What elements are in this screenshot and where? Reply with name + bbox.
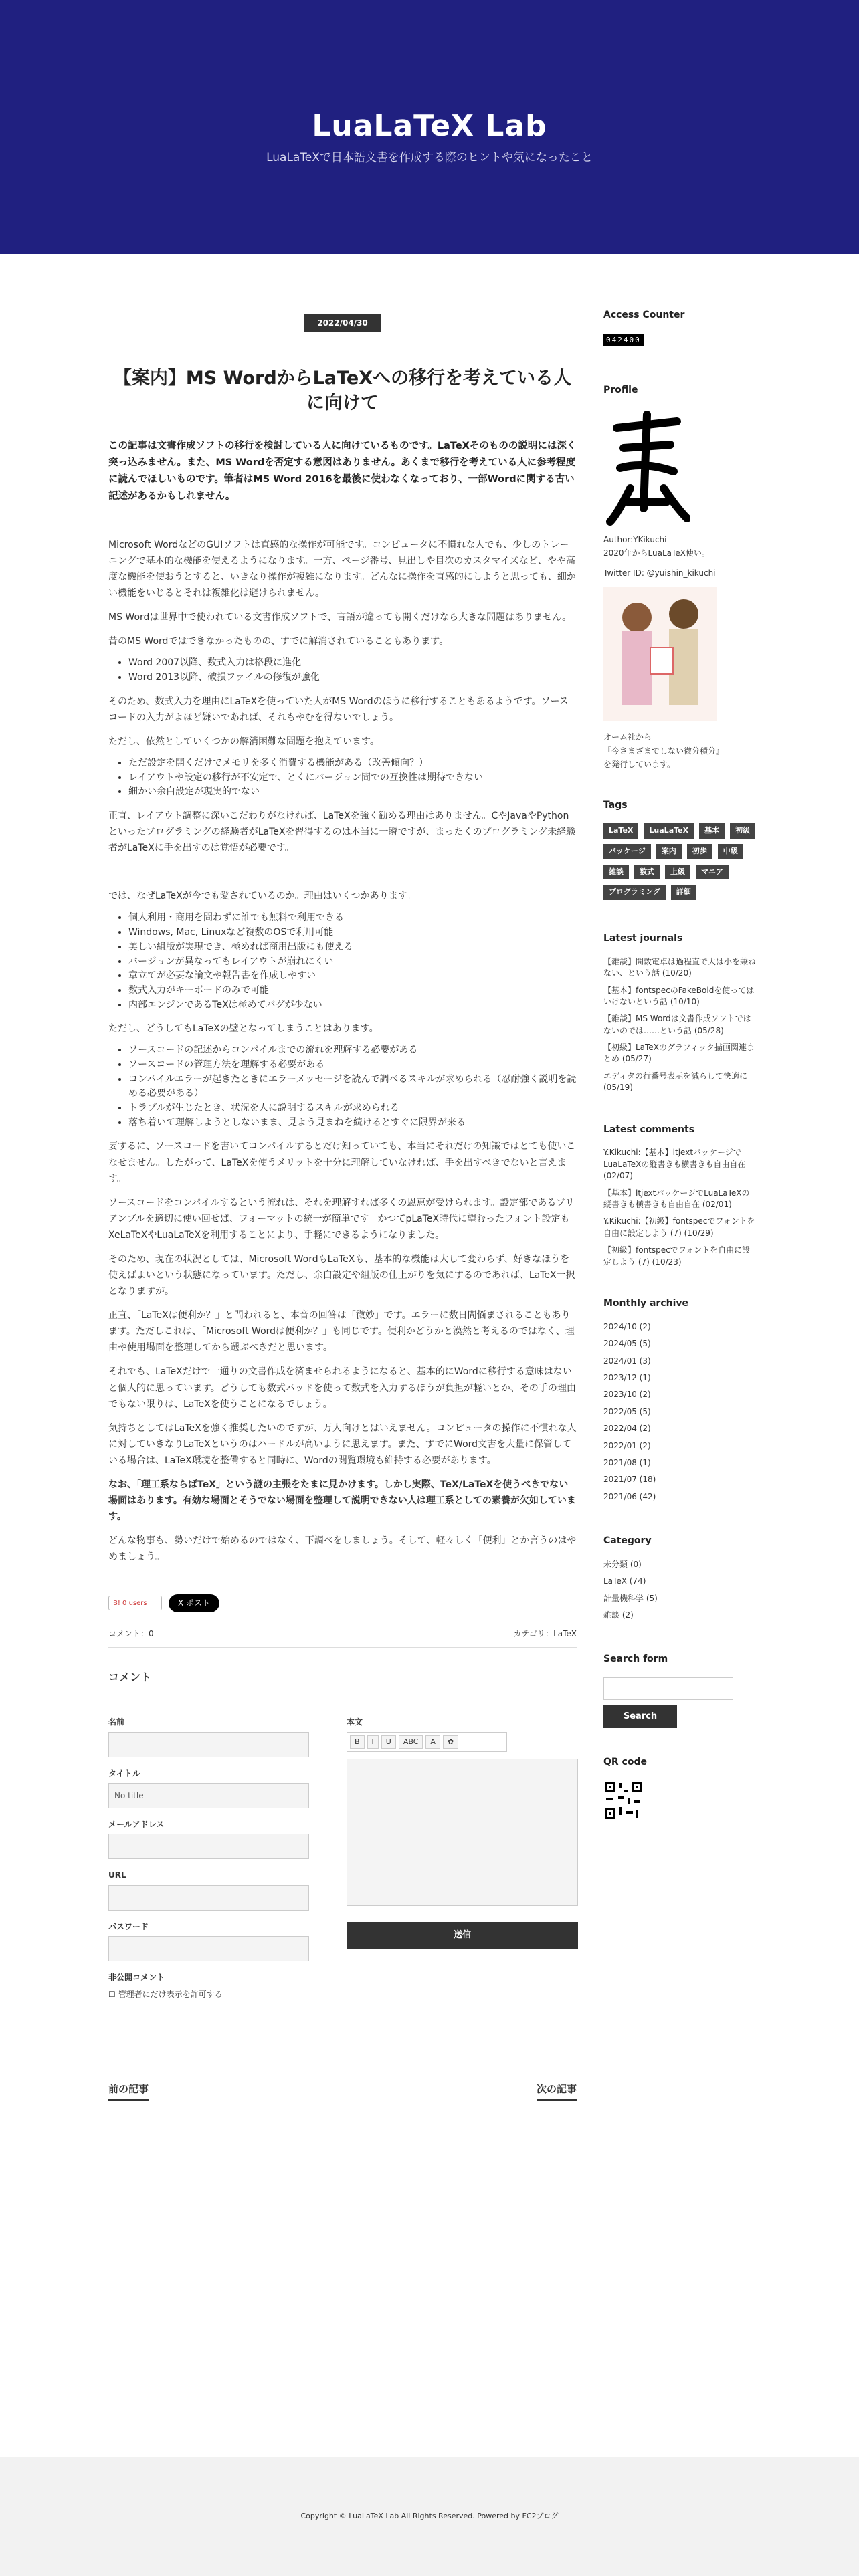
italic-tool[interactable]: I xyxy=(367,1735,379,1749)
secret-label: 非公開コメント xyxy=(108,1973,165,1983)
qr-code-image xyxy=(603,1780,644,1820)
paragraph: どんな物事も、勢いだけで始めるのではなく、下調べをしましょう。そして、軽々しく「便利」とか言うのはやめましょう。 xyxy=(108,1535,577,1563)
tag-item[interactable]: マニア xyxy=(696,865,729,880)
tag-item[interactable]: パッケージ xyxy=(603,844,651,859)
archive-link[interactable]: 2022/05 (5) xyxy=(603,1406,651,1416)
comment-link[interactable]: 【基本】ltjextパッケージでLuaLaTeXの縦書きも横書きも自由自在 (02/01) xyxy=(603,1188,750,1210)
archive-link[interactable]: 2023/12 (1) xyxy=(603,1372,651,1382)
post-category xyxy=(514,1627,577,1640)
color-tool[interactable]: A xyxy=(425,1735,440,1749)
post-body xyxy=(108,505,577,1565)
journal-link[interactable]: 【雑談】MS Wordは文書作成ソフトではないのでは……という話 (05/28) xyxy=(603,1014,751,1035)
bullet-list xyxy=(128,1043,577,1130)
book-note-2: を発行しています。 xyxy=(603,760,676,770)
category-item[interactable]: LaTeX (74) xyxy=(603,1576,646,1586)
list-item: • トラブルが生じたとき、状況を人に説明するスキルが求められる xyxy=(128,1101,577,1116)
tag-item[interactable]: 中級 xyxy=(718,844,743,859)
name-input[interactable] xyxy=(108,1732,309,1757)
archive-link[interactable]: 2021/08 (1) xyxy=(603,1457,651,1467)
book-note: オーム社から xyxy=(603,732,652,742)
tag-item[interactable]: 数式 xyxy=(634,865,660,880)
tag-item[interactable]: LaTeX xyxy=(603,823,638,839)
search-input[interactable] xyxy=(603,1677,733,1700)
password-input[interactable] xyxy=(108,1936,309,1961)
list-item: • 数式入力がキーボードのみで可能 xyxy=(128,984,577,998)
strike-tool[interactable]: ABC xyxy=(399,1735,423,1749)
site-title[interactable]: LuaLaTeX Lab xyxy=(312,109,547,143)
list-item: • 細かい余白設定が現実的でない xyxy=(128,785,577,800)
bullet-list xyxy=(128,911,577,1012)
article xyxy=(108,314,577,2101)
comment-heading: コメント xyxy=(108,1671,152,1684)
paragraph: それでも、LaTeXだけで一通りの文書作成を済ませられるようになると、基本的にWordに移行する意味はないと個人的に思っています。どうしても数式パッドを使って数式を入力するほうが負担が軽いとか、その手の理由でもない限りは、LaTeXを使うことになるでしょう。 xyxy=(108,1366,576,1410)
secret-checkbox-label: 管理者にだけ表示を許可する xyxy=(118,1989,223,1999)
comments-title: Latest comments xyxy=(603,1123,695,1135)
twitter-id[interactable]: Twitter ID: @yuishin_kikuchi xyxy=(603,568,716,578)
paragraph: ただし、どうしてもLaTeXの壁となってしまうことはあります。 xyxy=(108,1023,379,1035)
tag-item[interactable]: 基本 xyxy=(699,823,725,839)
password-label: パスワード xyxy=(108,1921,149,1931)
archive-link[interactable]: 2022/01 (2) xyxy=(603,1440,651,1451)
list-item: • ソースコードの記述からコンパイルまでの流れを理解する必要がある xyxy=(128,1043,577,1058)
title-input[interactable]: No title xyxy=(108,1783,309,1808)
list-item: • ソースコードの管理方法を理解する必要がある xyxy=(128,1058,577,1073)
archive-link[interactable]: 2023/10 (2) xyxy=(603,1390,651,1400)
copyright-text: Copyright © LuaLaTeX Lab All Rights Reserved. Powered by FC2ブログ xyxy=(300,2512,559,2520)
secret-checkbox[interactable]: ☐ 管理者にだけ表示を許可する xyxy=(108,1989,223,1999)
paragraph: ただし、依然としていくつかの解消困難な問題を抱えています。 xyxy=(108,736,379,748)
tag-item[interactable]: 上級 xyxy=(665,865,690,880)
post-meta xyxy=(108,1627,577,1648)
url-input[interactable] xyxy=(108,1885,309,1911)
paragraph: Microsoft WordなどのGUIソフトは直感的な操作が可能です。コンピュータに不慣れな人でも、少しのトレーニングで基本的な機能を使えるようになります。一方、ページ番号、見出しや目次のカスタマイズなど、やや高度な機能を使おうとすると、いきなり操作が複雑になります。どんなに操作を直感的にしようと思っても、細かい機能をいじるとそれは複雑化は避けられません。 xyxy=(108,540,576,599)
list-item: • バージョンが異なってもレイアウトが崩れにくい xyxy=(128,955,577,970)
tag-item[interactable]: プログラミング xyxy=(603,885,666,900)
tag-item[interactable]: 初歩 xyxy=(687,844,712,859)
comment-form xyxy=(108,1706,577,2001)
archive-link[interactable]: 2024/01 (3) xyxy=(603,1356,651,1366)
paragraph: 気持ちとしてはLaTeXを強く推奨したいのですが、万人向けとはいえません。コンピュータの操作に不慣れな人に対していきなりLaTeXというのはハードルが高いように思えます。また、すでにWord文書を大量に保管している場合は、LaTeX環境を整備すると同時に、Wordの閲覧環境も維持する必要があります。 xyxy=(108,1422,577,1466)
author-name: Author:YKikuchi xyxy=(603,534,667,544)
bold-tool[interactable]: B xyxy=(350,1735,365,1749)
post-lead: この記事は文書作成ソフトの移行を検討している人に向けているものです。LaTeXそのものの説明には深く突っ込みません。また、MS Wordを否定する意図はありません。あくまで移行を考えている人に参考程度に読んでほしいものです。筆者はMS Word 2016を最後に使わなくなっており、一部Wordに関する古い記述があるかもしれません。 xyxy=(108,441,577,502)
paragraph: そのため、現在の状況としては、Microsoft WordもLaTeXも、基本的な機能は大して変わらず、好きなほうを使えばよいという状態になっています。ただし、余白設定や組版の仕上がりを気にするのであれば、LaTeX一択となりますが。 xyxy=(108,1253,575,1297)
share-bar xyxy=(108,1594,577,1612)
mail-label: メールアドレス xyxy=(108,1820,165,1830)
body-label: 本文 xyxy=(347,1717,363,1727)
paragraph: 昔のMS Wordではできなかったものの、すでに解消されていることもあります。 xyxy=(108,636,449,647)
book-title[interactable]: 『今さまざまでしない微分積分』 xyxy=(603,746,725,756)
archive-title: Monthly archive xyxy=(603,1297,689,1309)
tag-item[interactable]: 案内 xyxy=(656,844,682,859)
paragraph: そのため、数式入力を理由にLaTeXを使っていた人がMS Wordのほうに移行することもあるようです。ソースコードの入力がよほど嫌いであれば、それもやむを得ないでしょう。 xyxy=(108,695,569,723)
x-post-button[interactable]: X ポスト xyxy=(169,1594,219,1612)
list-item: • 内部エンジンであるTeXは極めてバグが少ない xyxy=(128,998,577,1013)
site-header xyxy=(0,0,859,254)
category-label: カテゴリ： xyxy=(513,1628,554,1638)
url-label: URL xyxy=(108,1870,126,1881)
paragraph: なお、「理工系ならばTeX」という謎の主張をたまに見かけます。しかし実際、TeX/LaTeXを使うべきでない場面はあります。有効な場面とそうでない場面を整理して説明できない人は理工系としての素養が欠如しています。 xyxy=(108,1479,576,1523)
list-item: • 美しい組版が実現でき、極めれば商用出版にも使える xyxy=(128,940,577,955)
category-item[interactable]: 雑談 (2) xyxy=(603,1610,634,1620)
paragraph: では、なぜLaTeXが今でも愛されているのか。理由はいくつかあります。 xyxy=(108,891,416,902)
archive-link[interactable]: 2021/06 (42) xyxy=(603,1491,656,1501)
access-counter: 042400 xyxy=(603,334,644,347)
archive-link[interactable]: 2024/05 (5) xyxy=(603,1339,651,1349)
category-link[interactable]: LaTeX xyxy=(553,1628,577,1638)
comment-link[interactable]: Y.Kikuchi:【初級】fontspecでフォントを自由に設定しよう (7) (10/29) xyxy=(603,1216,755,1238)
paragraph: 要するに、ソースコードを書いてコンパイルするとだけ知っていても、本当にそれだけの知識ではとても使いこなせません。したがって、LaTeXを使うメリットを十分に理解していなければ、手を出すべきでないと言えます。 xyxy=(108,1141,576,1184)
list-item: • Windows, Mac, Linuxなど複数のOSで利用可能 xyxy=(128,926,577,940)
next-post-link[interactable]: 次の記事 xyxy=(537,2081,577,2101)
title-label: タイトル xyxy=(108,1768,140,1778)
journals-title: Latest journals xyxy=(603,932,683,944)
site-footer xyxy=(0,2457,859,2576)
emoji-tool[interactable]: ✿ xyxy=(443,1735,458,1749)
post-title: 【案内】MS WordからLaTeXへの移行を考えている人に向けて xyxy=(113,368,572,413)
journal-link[interactable]: 【基本】fontspecのFakeBoldを使ってはいけないという話 (10/10) xyxy=(603,985,755,1006)
tag-item[interactable]: 初級 xyxy=(730,823,755,839)
bullet-list xyxy=(128,656,577,685)
post-date: 2022/04/30 xyxy=(304,314,381,332)
comment-link[interactable]: Y.Kikuchi:【基本】ltjextパッケージでLuaLaTeXの縦書きも横書きも自由自在 (02/07) xyxy=(603,1148,746,1181)
format-toolbar xyxy=(347,1732,507,1753)
archive-link[interactable]: 2021/07 (18) xyxy=(603,1475,656,1485)
sidebar xyxy=(603,308,757,1860)
tag-cloud xyxy=(603,823,757,900)
hatena-bookmark-button[interactable]: B! 0 users xyxy=(108,1596,162,1610)
list-item: • Word 2013以降、破損ファイルの修復が強化 xyxy=(128,671,577,685)
list-item: • レイアウトや設定の移行が不安定で、とくにバージョン間での互換性は期待できない xyxy=(128,771,577,786)
journal-link[interactable]: 【初級】LaTeXのグラフィック描画関連まとめ (05/27) xyxy=(603,1043,755,1064)
list-item: • ただ設定を開くだけでメモリを多く消費する機能がある（改善傾向？） xyxy=(128,756,577,771)
archive-link[interactable]: 2022/04 (2) xyxy=(603,1424,651,1434)
tags-title: Tags xyxy=(603,800,628,811)
counter-title: Access Counter xyxy=(603,310,685,320)
body-textarea[interactable] xyxy=(347,1759,578,1906)
profile-title: Profile xyxy=(603,385,638,396)
list-item: • 個人利用・商用を問わずに誰でも無料で利用できる xyxy=(128,911,577,926)
author-note: 2020年からLuaLaTeX使い。 xyxy=(603,548,710,558)
underline-tool[interactable]: U xyxy=(381,1735,396,1749)
journal-link[interactable]: エディタの行番号表示を減らして快適に (05/19) xyxy=(603,1071,748,1093)
paragraph: ソースコードをコンパイルするという流れは、それを理解すれば多くの恩恵が受けられます。設定部であるプリアンブルを適切に使い回せば、フォーマットの統一が簡単です。かつてpLaTeX時代に望むったフォント設定もXeLaTeXやLuaLaTeXを利用することにより、手軽にできるようになりました。 xyxy=(108,1197,575,1241)
book-cover-image[interactable] xyxy=(603,587,717,721)
list-item: • 落ち着いて理解しようとしないまま、見よう見まねを続けるとすぐに限界が来る xyxy=(128,1116,577,1131)
tag-item[interactable]: 雑談 xyxy=(603,865,629,880)
paragraph: MS Wordは世界中で使われている文書作成ソフトで、言語が違っても開くだけなら大きな問題はありません。 xyxy=(108,612,571,623)
archive-link[interactable]: 2024/10 (2) xyxy=(603,1321,651,1331)
comment-link[interactable]: 【初級】fontspecでフォントを自由に設定しよう (7) (10/23) xyxy=(603,1245,751,1267)
search-button[interactable]: Search xyxy=(603,1705,677,1728)
name-label: 名前 xyxy=(108,1717,125,1727)
list-item: • 章立てが必要な論文や報告書を作成しやすい xyxy=(128,969,577,984)
submit-button[interactable]: 送信 xyxy=(347,1922,578,1949)
paragraph: 正直、レイアウト調整に深いこだわりがなければ、LaTeXを強く勧める理由はありません。CやJavaやPythonといったプログラミングの経験者がLaTeXを習得するのは本当に一瞬ですが、まったくのプログラミング未経験者がLaTeXに手を出すのは覚悟が必要です。 xyxy=(108,811,576,854)
post-pager xyxy=(108,2081,577,2101)
search-title: Search form xyxy=(603,1654,668,1665)
paragraph: 正直、「LaTeXは便利か？」と問われると、本音の回答は「微妙」です。エラーに数日間悩まされることもあります。ただしこれは、「Microsoft Wordは便利か？」も同じです。便利かどうかと漠然と考えるのではなく、理由や使用場面を整理してから選ぶべきだと思います。 xyxy=(108,1310,575,1354)
profile-avatar xyxy=(603,408,690,528)
comment-count[interactable]: コメント：0 xyxy=(108,1628,154,1638)
list-item: • コンパイルエラーが起きたときにエラーメッセージを読んで調べるスキルが求められる（忍耐強く説明を読める必要がある） xyxy=(128,1073,577,1101)
qr-title: QR code xyxy=(603,1757,647,1768)
category-title: Category xyxy=(603,1535,652,1547)
site-subtitle: LuaLaTeXで日本語文書を作成する際のヒントや気になったこと xyxy=(266,151,593,165)
list-item: • Word 2007以降、数式入力は格段に進化 xyxy=(128,656,577,671)
tag-item[interactable]: LuaLaTeX xyxy=(644,823,694,839)
category-item[interactable]: 未分類 (0) xyxy=(603,1559,642,1569)
tag-item[interactable]: 詳細 xyxy=(671,885,696,900)
category-item[interactable]: 計量機科学 (5) xyxy=(603,1593,658,1603)
mail-input[interactable] xyxy=(108,1834,309,1859)
bullet-list xyxy=(128,756,577,800)
prev-post-link[interactable]: 前の記事 xyxy=(108,2081,149,2101)
journal-link[interactable]: 【雑談】間数電卓は過程直で大は小を兼ねない、という話 (10/20) xyxy=(603,956,757,978)
